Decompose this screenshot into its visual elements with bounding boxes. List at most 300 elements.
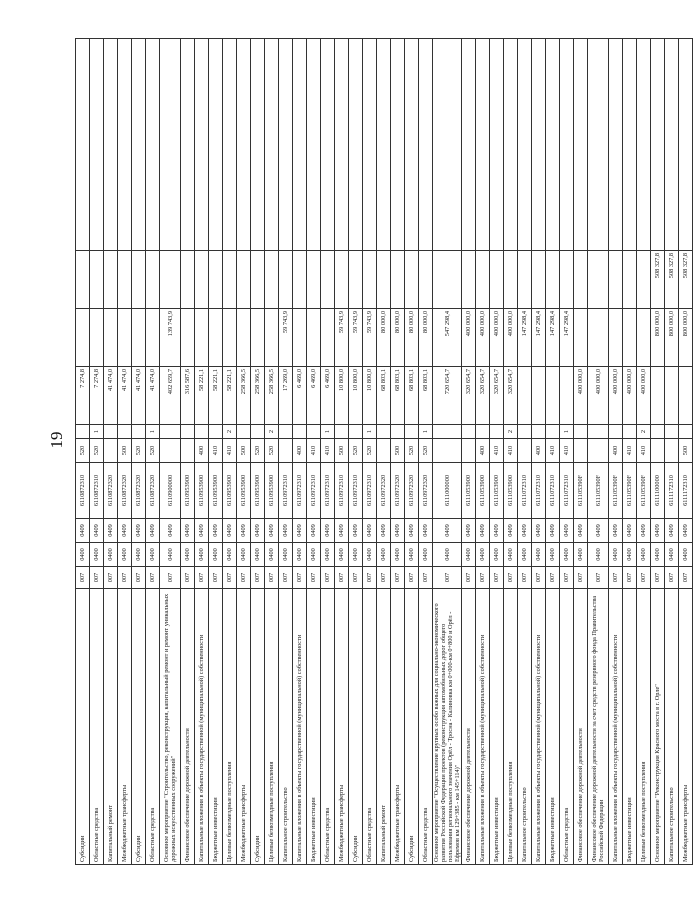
section-code-cell: 0400 — [363, 543, 377, 567]
amount-year3-cell — [160, 251, 181, 309]
funding-source-cell: 1 — [560, 425, 574, 439]
amount-year2-cell: 400 000,0 — [462, 309, 476, 367]
ved-code-cell: 007 — [279, 567, 293, 589]
empty-cell — [377, 39, 391, 251]
ved-code-cell: 007 — [76, 567, 90, 589]
ved-code-cell: 007 — [588, 567, 609, 589]
ved-code-cell: 007 — [651, 567, 665, 589]
amount-year2-cell: 400 000,0 — [490, 309, 504, 367]
row-name-cell: Бюджетные инвестиции — [209, 589, 223, 865]
table-frame — [75, 39, 689, 865]
table-row — [560, 39, 574, 865]
amount-year2-cell: 147 298,4 — [546, 309, 560, 367]
row-name-cell: Капитальное строительство — [279, 589, 293, 865]
subsection-code-cell: 0409 — [419, 519, 433, 543]
amount-year2-cell: 547 298,4 — [433, 309, 462, 367]
subsection-code-cell: 0409 — [160, 519, 181, 543]
target-article-cell: 6110972320 — [419, 463, 433, 519]
empty-cell — [504, 39, 518, 251]
amount-year1-cell: 10 800,0 — [349, 367, 363, 425]
target-article-cell: 6111053900 — [490, 463, 504, 519]
row-name-cell: Областные средства — [90, 589, 104, 865]
target-article-cell: 611105390F — [637, 463, 651, 519]
section-code-cell: 0400 — [146, 543, 160, 567]
subsection-code-cell: 0409 — [363, 519, 377, 543]
amount-year2-cell: 800 000,0 — [679, 309, 693, 367]
target-article-cell: 6111172310 — [665, 463, 679, 519]
section-code-cell: 0400 — [623, 543, 637, 567]
table-row — [651, 39, 665, 865]
amount-year2-cell: 147 298,4 — [518, 309, 532, 367]
row-name-cell: Областные средства — [363, 589, 377, 865]
target-article-cell: 6110972320 — [391, 463, 405, 519]
funding-source-cell — [132, 425, 146, 439]
target-article-cell: 6110872310 — [90, 463, 104, 519]
amount-year3-cell: 508 327,8 — [651, 251, 665, 309]
amount-year1-cell: 320 654,7 — [490, 367, 504, 425]
section-code-cell: 0400 — [132, 543, 146, 567]
target-article-cell: 6111000000 — [433, 463, 462, 519]
amount-year3-cell — [90, 251, 104, 309]
empty-cell — [209, 39, 223, 251]
funding-source-cell — [237, 425, 251, 439]
expense-type-cell — [160, 439, 181, 463]
subsection-code-cell: 0409 — [433, 519, 462, 543]
table-row — [405, 39, 419, 865]
target-article-cell: 6110872320 — [146, 463, 160, 519]
amount-year3-cell — [293, 251, 307, 309]
amount-year2-cell: 147 298,4 — [532, 309, 546, 367]
amount-year1-cell: 7 274,8 — [90, 367, 104, 425]
subsection-code-cell: 0409 — [637, 519, 651, 543]
table-row — [307, 39, 321, 865]
expense-type-cell: 410 — [321, 439, 335, 463]
budget-table — [75, 38, 693, 865]
subsection-code-cell: 0409 — [349, 519, 363, 543]
empty-cell — [146, 39, 160, 251]
amount-year1-cell: 10 800,0 — [363, 367, 377, 425]
empty-cell — [223, 39, 237, 251]
amount-year2-cell — [293, 309, 307, 367]
expense-type-cell — [588, 439, 609, 463]
amount-year3-cell — [462, 251, 476, 309]
amount-year3-cell — [504, 251, 518, 309]
amount-year3-cell — [532, 251, 546, 309]
target-article-cell: 611105390F — [574, 463, 588, 519]
subsection-code-cell: 0409 — [377, 519, 391, 543]
target-article-cell: 6111072310 — [546, 463, 560, 519]
ved-code-cell: 007 — [293, 567, 307, 589]
section-code-cell: 0400 — [209, 543, 223, 567]
amount-year1-cell: 400 000,0 — [609, 367, 623, 425]
funding-source-cell: 1 — [419, 425, 433, 439]
subsection-code-cell: 0409 — [321, 519, 335, 543]
amount-year2-cell: 59 743,9 — [279, 309, 293, 367]
row-name-cell: Капитальные вложения в объекты государственной (муниципальной) собственности — [293, 589, 307, 865]
target-article-cell: 611105390F — [623, 463, 637, 519]
amount-year1-cell: 402 659,7 — [160, 367, 181, 425]
table-row — [335, 39, 349, 865]
ved-code-cell: 007 — [377, 567, 391, 589]
subsection-code-cell: 0409 — [104, 519, 118, 543]
target-article-cell: 6110953900 — [251, 463, 265, 519]
ved-code-cell: 007 — [181, 567, 195, 589]
subsection-code-cell: 0409 — [209, 519, 223, 543]
empty-cell — [265, 39, 279, 251]
amount-year1-cell: 41 474,0 — [146, 367, 160, 425]
amount-year2-cell: 800 000,0 — [651, 309, 665, 367]
funding-source-cell — [462, 425, 476, 439]
subsection-code-cell: 0409 — [237, 519, 251, 543]
amount-year3-cell — [546, 251, 560, 309]
expense-type-cell: 410 — [546, 439, 560, 463]
row-name-cell: Финансовое обеспечение дорожной деятельности — [462, 589, 476, 865]
table-row — [160, 39, 181, 865]
row-name-cell: Финансовое обеспечение дорожной деятельности за счет средств резервного фонда Правительства Российской Федерации — [588, 589, 609, 865]
amount-year2-cell — [104, 309, 118, 367]
expense-type-cell: 410 — [209, 439, 223, 463]
subsection-code-cell: 0409 — [251, 519, 265, 543]
target-article-cell: 6111072310 — [532, 463, 546, 519]
section-code-cell: 0400 — [293, 543, 307, 567]
amount-year1-cell: 320 654,7 — [462, 367, 476, 425]
row-name-cell: Целевые безвозмездные поступления — [265, 589, 279, 865]
target-article-cell: 6110972310 — [321, 463, 335, 519]
expense-type-cell: 410 — [504, 439, 518, 463]
amount-year1-cell — [665, 367, 679, 425]
subsection-code-cell: 0409 — [265, 519, 279, 543]
expense-type-cell: 520 — [251, 439, 265, 463]
ved-code-cell: 007 — [146, 567, 160, 589]
expense-type-cell: 520 — [132, 439, 146, 463]
amount-year2-cell — [637, 309, 651, 367]
amount-year3-cell — [223, 251, 237, 309]
empty-cell — [307, 39, 321, 251]
row-name-cell: Межбюджетные трансферты — [679, 589, 693, 865]
subsection-code-cell: 0409 — [181, 519, 195, 543]
amount-year3-cell — [349, 251, 363, 309]
empty-cell — [160, 39, 181, 251]
empty-cell — [637, 39, 651, 251]
subsection-code-cell: 0409 — [391, 519, 405, 543]
empty-cell — [293, 39, 307, 251]
ved-code-cell: 007 — [132, 567, 146, 589]
ved-code-cell: 007 — [237, 567, 251, 589]
row-name-cell: Бюджетные инвестиции — [546, 589, 560, 865]
amount-year2-cell — [237, 309, 251, 367]
expense-type-cell: 410 — [623, 439, 637, 463]
funding-source-cell — [588, 425, 609, 439]
row-name-cell: Субсидии — [405, 589, 419, 865]
amount-year3-cell — [588, 251, 609, 309]
table-row — [90, 39, 104, 865]
ved-code-cell: 007 — [518, 567, 532, 589]
amount-year3-cell — [279, 251, 293, 309]
funding-source-cell — [349, 425, 363, 439]
ved-code-cell: 007 — [574, 567, 588, 589]
amount-year2-cell — [321, 309, 335, 367]
amount-year1-cell: 58 221,1 — [223, 367, 237, 425]
amount-year3-cell — [132, 251, 146, 309]
ved-code-cell: 007 — [307, 567, 321, 589]
amount-year2-cell: 80 000,0 — [391, 309, 405, 367]
section-code-cell: 0400 — [237, 543, 251, 567]
funding-source-cell — [307, 425, 321, 439]
funding-source-cell: 1 — [321, 425, 335, 439]
table-row — [377, 39, 391, 865]
empty-cell — [433, 39, 462, 251]
target-article-cell: 611105390F — [588, 463, 609, 519]
funding-source-cell — [76, 425, 90, 439]
row-name-cell: Субсидии — [76, 589, 90, 865]
table-row — [518, 39, 532, 865]
subsection-code-cell: 0409 — [679, 519, 693, 543]
ved-code-cell: 007 — [462, 567, 476, 589]
target-article-cell: 6110953900 — [237, 463, 251, 519]
amount-year3-cell — [209, 251, 223, 309]
subsection-code-cell: 0409 — [609, 519, 623, 543]
empty-cell — [532, 39, 546, 251]
amount-year3-cell — [237, 251, 251, 309]
ved-code-cell: 007 — [209, 567, 223, 589]
table-row — [293, 39, 307, 865]
table-row — [433, 39, 462, 865]
ved-code-cell: 007 — [251, 567, 265, 589]
table-row — [363, 39, 377, 865]
table-row — [476, 39, 490, 865]
amount-year1-cell: 41 474,0 — [118, 367, 132, 425]
empty-cell — [132, 39, 146, 251]
ved-code-cell: 007 — [504, 567, 518, 589]
amount-year1-cell: 400 000,0 — [623, 367, 637, 425]
section-code-cell: 0400 — [433, 543, 462, 567]
row-name-cell: Капитальные вложения в объекты государственной (муниципальной) собственности — [609, 589, 623, 865]
subsection-code-cell: 0409 — [279, 519, 293, 543]
ved-code-cell: 007 — [321, 567, 335, 589]
amount-year1-cell: 7 274,8 — [76, 367, 90, 425]
expense-type-cell: 410 — [307, 439, 321, 463]
amount-year3-cell — [118, 251, 132, 309]
table-row — [279, 39, 293, 865]
expense-type-cell — [377, 439, 391, 463]
funding-source-cell — [391, 425, 405, 439]
table-row — [588, 39, 609, 865]
row-name-cell: Капитальное строительство — [665, 589, 679, 865]
funding-source-cell — [476, 425, 490, 439]
ved-code-cell: 007 — [546, 567, 560, 589]
table-row — [104, 39, 118, 865]
table-row — [609, 39, 623, 865]
table-row — [532, 39, 546, 865]
row-name-cell: Бюджетные инвестиции — [623, 589, 637, 865]
section-code-cell: 0400 — [335, 543, 349, 567]
empty-cell — [546, 39, 560, 251]
funding-source-cell — [623, 425, 637, 439]
amount-year3-cell — [363, 251, 377, 309]
row-name-cell: Межбюджетные трансферты — [391, 589, 405, 865]
amount-year3-cell — [104, 251, 118, 309]
ved-code-cell: 007 — [265, 567, 279, 589]
empty-cell — [76, 39, 90, 251]
section-code-cell: 0400 — [560, 543, 574, 567]
row-name-cell: Субсидии — [132, 589, 146, 865]
page-number: 19 — [47, 431, 66, 449]
amount-year2-cell — [90, 309, 104, 367]
expense-type-cell: 520 — [265, 439, 279, 463]
funding-source-cell — [433, 425, 462, 439]
ved-code-cell: 007 — [391, 567, 405, 589]
empty-cell — [588, 39, 609, 251]
empty-cell — [391, 39, 405, 251]
funding-source-cell: 1 — [146, 425, 160, 439]
ved-code-cell: 007 — [349, 567, 363, 589]
table-row — [679, 39, 693, 865]
row-name-cell: Капитальное строительство — [518, 589, 532, 865]
amount-year1-cell — [679, 367, 693, 425]
row-name-cell: Областные средства — [419, 589, 433, 865]
row-name-cell: Капитальные вложения в объекты государственной (муниципальной) собственности — [532, 589, 546, 865]
empty-cell — [651, 39, 665, 251]
expense-type-cell — [181, 439, 195, 463]
target-article-cell: 6110972310 — [335, 463, 349, 519]
funding-source-cell — [195, 425, 209, 439]
section-code-cell: 0400 — [588, 543, 609, 567]
expense-type-cell: 400 — [609, 439, 623, 463]
amount-year3-cell — [195, 251, 209, 309]
amount-year1-cell: 6 469,0 — [293, 367, 307, 425]
section-code-cell: 0400 — [377, 543, 391, 567]
ved-code-cell: 007 — [609, 567, 623, 589]
subsection-code-cell: 0409 — [532, 519, 546, 543]
expense-type-cell — [279, 439, 293, 463]
ved-code-cell: 007 — [637, 567, 651, 589]
funding-source-cell — [181, 425, 195, 439]
amount-year2-cell: 400 000,0 — [504, 309, 518, 367]
empty-cell — [665, 39, 679, 251]
table-row — [132, 39, 146, 865]
ved-code-cell: 007 — [532, 567, 546, 589]
row-name-cell: Финансовое обеспечение дорожной деятельности — [181, 589, 195, 865]
expense-type-cell: 520 — [146, 439, 160, 463]
target-article-cell: 6111172310 — [679, 463, 693, 519]
section-code-cell: 0400 — [265, 543, 279, 567]
amount-year1-cell — [560, 367, 574, 425]
funding-source-cell: 1 — [363, 425, 377, 439]
table-row — [223, 39, 237, 865]
target-article-cell: 6110953900 — [195, 463, 209, 519]
target-article-cell: 6110953900 — [265, 463, 279, 519]
row-name-cell: Бюджетные инвестиции — [490, 589, 504, 865]
target-article-cell: 6111100000 — [651, 463, 665, 519]
expense-type-cell — [104, 439, 118, 463]
row-name-cell: Межбюджетные трансферты — [335, 589, 349, 865]
row-name-cell: Капитальные вложения в объекты государственной (муниципальной) собственности — [476, 589, 490, 865]
expense-type-cell: 410 — [560, 439, 574, 463]
subsection-code-cell: 0409 — [476, 519, 490, 543]
subsection-code-cell: 0409 — [76, 519, 90, 543]
amount-year3-cell — [560, 251, 574, 309]
amount-year1-cell: 400 000,0 — [574, 367, 588, 425]
amount-year2-cell: 80 000,0 — [405, 309, 419, 367]
funding-source-cell: 2 — [504, 425, 518, 439]
subsection-code-cell: 0409 — [490, 519, 504, 543]
funding-source-cell: 2 — [265, 425, 279, 439]
section-code-cell: 0400 — [504, 543, 518, 567]
row-name-cell: Межбюджетные трансферты — [237, 589, 251, 865]
funding-source-cell — [377, 425, 391, 439]
amount-year3-cell — [433, 251, 462, 309]
amount-year2-cell — [209, 309, 223, 367]
table-row — [76, 39, 90, 865]
empty-cell — [251, 39, 265, 251]
subsection-code-cell: 0409 — [588, 519, 609, 543]
target-article-cell: 6111053900 — [476, 463, 490, 519]
amount-year3-cell — [377, 251, 391, 309]
funding-source-cell — [160, 425, 181, 439]
row-name-cell: Капитальный ремонт — [104, 589, 118, 865]
section-code-cell: 0400 — [391, 543, 405, 567]
expense-type-cell: 520 — [349, 439, 363, 463]
empty-cell — [90, 39, 104, 251]
ved-code-cell: 007 — [623, 567, 637, 589]
amount-year3-cell — [609, 251, 623, 309]
section-code-cell: 0400 — [419, 543, 433, 567]
amount-year1-cell: 320 654,7 — [476, 367, 490, 425]
amount-year2-cell — [251, 309, 265, 367]
section-code-cell: 0400 — [462, 543, 476, 567]
section-code-cell: 0400 — [405, 543, 419, 567]
target-article-cell: 6111072310 — [560, 463, 574, 519]
empty-cell — [181, 39, 195, 251]
expense-type-cell — [518, 439, 532, 463]
amount-year2-cell — [132, 309, 146, 367]
expense-type-cell: 500 — [391, 439, 405, 463]
amount-year1-cell: 41 474,0 — [104, 367, 118, 425]
amount-year2-cell — [223, 309, 237, 367]
amount-year1-cell: 400 000,0 — [588, 367, 609, 425]
subsection-code-cell: 0409 — [132, 519, 146, 543]
amount-year1-cell: 68 803,1 — [419, 367, 433, 425]
section-code-cell: 0400 — [609, 543, 623, 567]
empty-cell — [518, 39, 532, 251]
subsection-code-cell: 0409 — [623, 519, 637, 543]
expense-type-cell: 400 — [532, 439, 546, 463]
section-code-cell: 0400 — [118, 543, 132, 567]
section-code-cell: 0400 — [651, 543, 665, 567]
subsection-code-cell: 0409 — [293, 519, 307, 543]
target-article-cell: 6110972320 — [405, 463, 419, 519]
amount-year3-cell — [623, 251, 637, 309]
amount-year3-cell — [476, 251, 490, 309]
table-row — [195, 39, 209, 865]
amount-year2-cell: 147 298,4 — [560, 309, 574, 367]
expense-type-cell: 410 — [637, 439, 651, 463]
amount-year3-cell — [307, 251, 321, 309]
ved-code-cell: 007 — [560, 567, 574, 589]
funding-source-cell — [251, 425, 265, 439]
table-row — [419, 39, 433, 865]
amount-year1-cell: 58 221,1 — [195, 367, 209, 425]
expense-type-cell — [665, 439, 679, 463]
section-code-cell: 0400 — [104, 543, 118, 567]
funding-source-cell — [118, 425, 132, 439]
row-name-cell: Субсидии — [251, 589, 265, 865]
amount-year2-cell — [181, 309, 195, 367]
amount-year2-cell — [118, 309, 132, 367]
subsection-code-cell: 0409 — [574, 519, 588, 543]
amount-year3-cell — [574, 251, 588, 309]
amount-year1-cell: 6 469,0 — [321, 367, 335, 425]
